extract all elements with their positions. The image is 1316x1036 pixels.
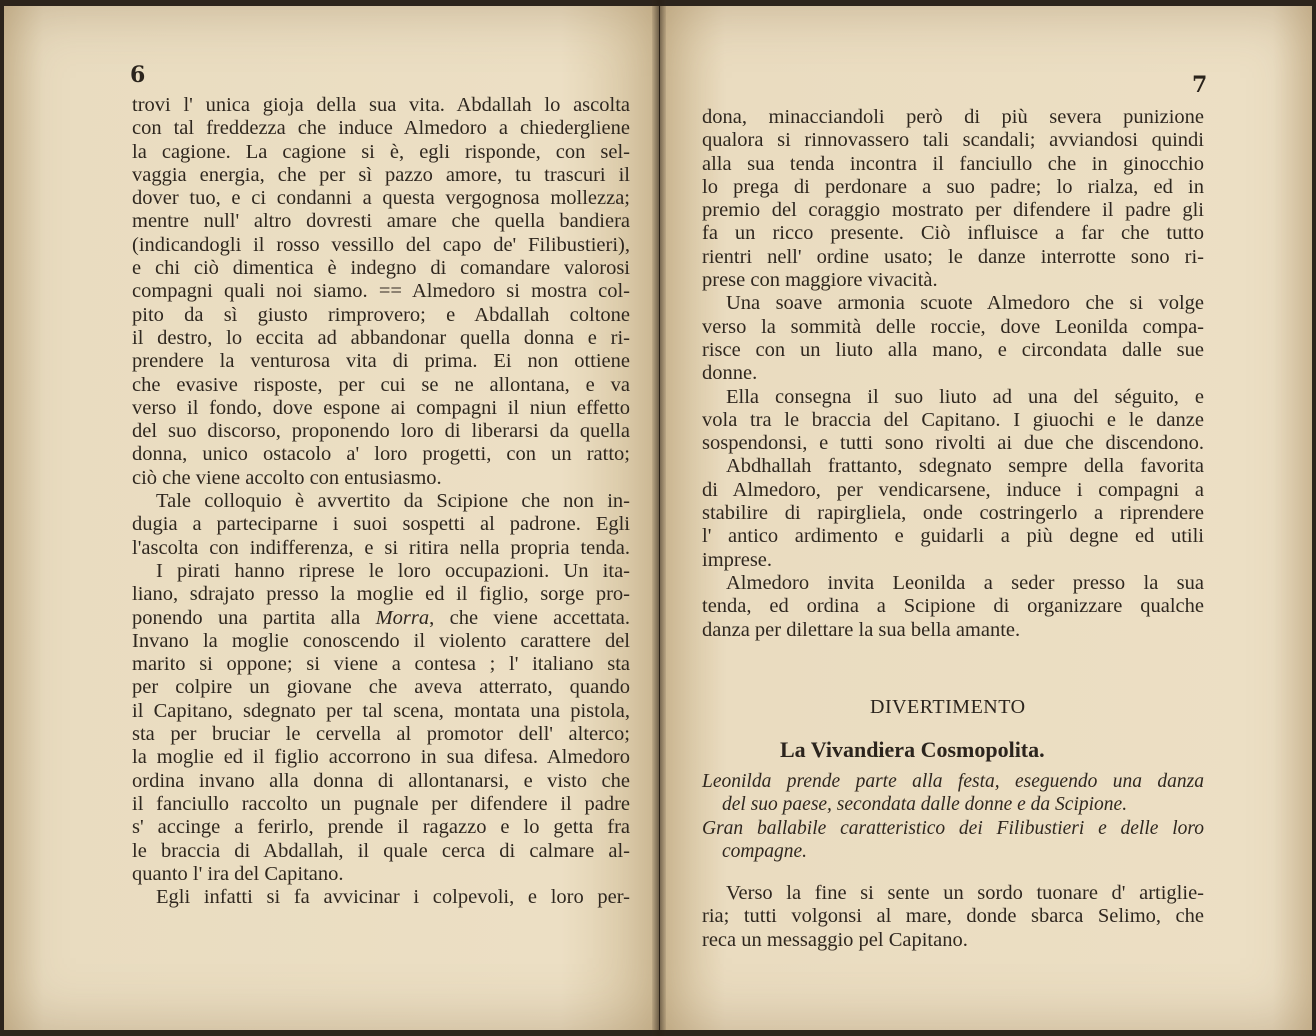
book-gutter [652, 0, 666, 1036]
left-page [4, 6, 659, 1030]
text-line: Leonilda prende parte alla festa, eseguendo una danza [702, 771, 1204, 792]
text-fragment: , che viene accettata. [429, 606, 630, 629]
text-line: il destro, lo eccita ad abbandonar quella donna e ri- [132, 326, 630, 349]
text-line: mentre null' altro dovresti amare che quella bandiera [132, 210, 630, 233]
text-line: la moglie ed il figlio accorrono in sua difesa. Almedoro [132, 746, 630, 769]
text-line: il Capitano, sdegnato per tal scena, montata una pistola, [132, 699, 630, 722]
text-line: Abdhallah frattanto, sdegnato sempre della favorita [726, 455, 1204, 478]
closing-text [702, 882, 1204, 952]
text-line: compagni quali noi siamo. == Almedoro si mostra col- [132, 280, 630, 303]
section-subheading: La Vivandiera Cosmopolita. [780, 737, 1045, 762]
text-line: donne. [702, 362, 758, 385]
right-page [660, 6, 1312, 1030]
text-line: e chi ciò dimentica è indegno di comandare valorosi [132, 257, 630, 280]
text-line: vaggia energia, che per sì pazzo amore, tu trascuri il [132, 163, 630, 186]
text-line: la cagione. La cagione si è, egli risponde, con sel- [132, 140, 630, 163]
text-line: vola tra le braccia del Capitano. I giuochi e le danze [702, 408, 1204, 431]
text-line: il fanciullo raccolto un pugnale per difendere il padre [132, 792, 630, 815]
text-line: del suo paese, secondata dalle donne e da Scipione. [722, 794, 1128, 816]
right-page-text [702, 106, 1204, 642]
morra-word: Morra [375, 606, 430, 629]
text-line: Ella consegna il suo liuto ad una del séguito, e [726, 385, 1204, 408]
text-line: Invano la moglie conoscendo il violento carattere del [132, 629, 630, 652]
text-line: liano, sdrajato presso la moglie ed il figlio, sorge pro- [132, 583, 630, 606]
text-line: qualora si rinnovassero tali scandali; avviandosi quindi [702, 129, 1204, 152]
text-line: per colpire un giovane che aveva atterrato, quando [132, 676, 630, 699]
text-line: Egli infatti si fa avvicinar i colpevoli, e loro per- [156, 886, 630, 909]
text-line: Una soave armonia scuote Almedoro che si volge [726, 292, 1204, 315]
text-fragment: ponendo una partita alla [132, 606, 376, 629]
text-line: premio del coraggio mostrato per difendere il padre gli [702, 199, 1204, 222]
text-line: dover tuo, e ci condanni a questa vergognosa mollezza; [132, 187, 630, 210]
text-line: ordina invano alla donna di allontanarsi, e visto che [132, 769, 630, 792]
text-line: alla sua tenda incontra il fanciullo che in ginocchio [702, 152, 1204, 175]
text-line: Almedoro invita Leonilda a seder presso la sua [726, 571, 1204, 594]
text-line: le braccia di Abdallah, il quale cerca di calmare al- [132, 839, 630, 862]
text-line: rientri nell' ordine usato; le danze interrotte sono ri- [702, 245, 1204, 268]
text-line: di Almedoro, per vendicarsene, induce i compagni a [702, 478, 1204, 501]
text-line: verso il fondo, dove espone ai compagni il niun effetto [132, 396, 630, 419]
text-line: prendere la venturosa vita di prima. Ei non ottiene [132, 350, 630, 373]
text-line: che evasive risposte, per cui se ne allontana, e va [132, 373, 630, 396]
text-line: fa un ricco presente. Ciò influisce a far che tutto [702, 222, 1204, 245]
text-line: s' accinge a ferirlo, prende il ragazzo e lo getta fra [132, 816, 630, 839]
text-line: imprese. [702, 548, 773, 571]
text-line: Gran ballabile caratteristico dei Filibustieri e delle loro [702, 817, 1204, 839]
text-line: Verso la fine si sente un sordo tuonare d' artiglie- [726, 882, 1204, 904]
section-heading: DIVERTIMENTO [870, 696, 1026, 718]
text-line: con tal freddezza che induce Almedoro a chiedergliene [132, 117, 630, 140]
text-line: verso la sommità delle roccie, dove Leonilda compa- [702, 315, 1204, 338]
text-line: marito si oppone; si viene a contesa ; l' italiano sta [132, 653, 630, 676]
page-number-right: 7 [1192, 72, 1208, 98]
page-number-left: 6 [130, 62, 146, 88]
text-line: donna, unico ostacolo a' loro progetti, con un ratto; [132, 443, 630, 466]
text-line: trovi l' unica gioja della sua vita. Abdallah lo ascolta [132, 94, 630, 116]
text-line: risce con un liuto alla mano, e circondata dalle sue [702, 338, 1204, 361]
text-line: lo prega di perdonare a suo padre; lo rialza, ed in [702, 175, 1204, 198]
text-line: dugia a parteciparne i suoi sospetti al padrone. Egli [132, 513, 630, 536]
text-line: reca un messaggio pel Capitano. [702, 928, 968, 951]
text-line-morra [132, 607, 630, 630]
text-line: danza per dilettare la sua bella amante. [702, 618, 1021, 641]
text-line: prese con maggiore vivacità. [702, 269, 938, 292]
text-line: tenda, ed ordina a Scipione di organizzare qualche [702, 595, 1204, 618]
text-line: I pirati hanno riprese le loro occupazioni. Un ita- [156, 559, 630, 582]
text-line: l'ascolta con indifferenza, e si ritira nella propria tenda. [132, 536, 630, 559]
stage-direction [702, 770, 1204, 863]
text-line: sospendonsi, e tutti sono rivolti ai due che discendono. [702, 432, 1204, 455]
text-line: Tale colloquio è avvertito da Scipione che non in- [156, 490, 630, 513]
text-line: (indicandogli il rosso vessillo del capo de' Filibustieri), [132, 233, 630, 256]
text-line: compagne. [722, 840, 808, 862]
left-page-text [132, 94, 630, 909]
text-line: pito da sì giusto rimprovero; e Abdallah coltone [132, 303, 630, 326]
text-line: ria; tutti volgonsi al mare, donde sbarca Selimo, che [702, 905, 1204, 928]
text-line: l' antico ardimento e guidarli a più degne ed utili [702, 525, 1204, 548]
text-line: sta per bruciar le cervella al promotor dell' alterco; [132, 723, 630, 746]
text-line: dona, minacciandoli però di più severa punizione [702, 106, 1204, 128]
text-line: del suo discorso, proponendo loro di liberarsi da quella [132, 420, 630, 443]
text-line: quanto l' ira del Capitano. [132, 862, 344, 885]
text-line: ciò che viene accolto con entusiasmo. [132, 466, 442, 489]
text-line: stabilire di rapirgliela, onde costringerlo a riprendere [702, 502, 1204, 525]
